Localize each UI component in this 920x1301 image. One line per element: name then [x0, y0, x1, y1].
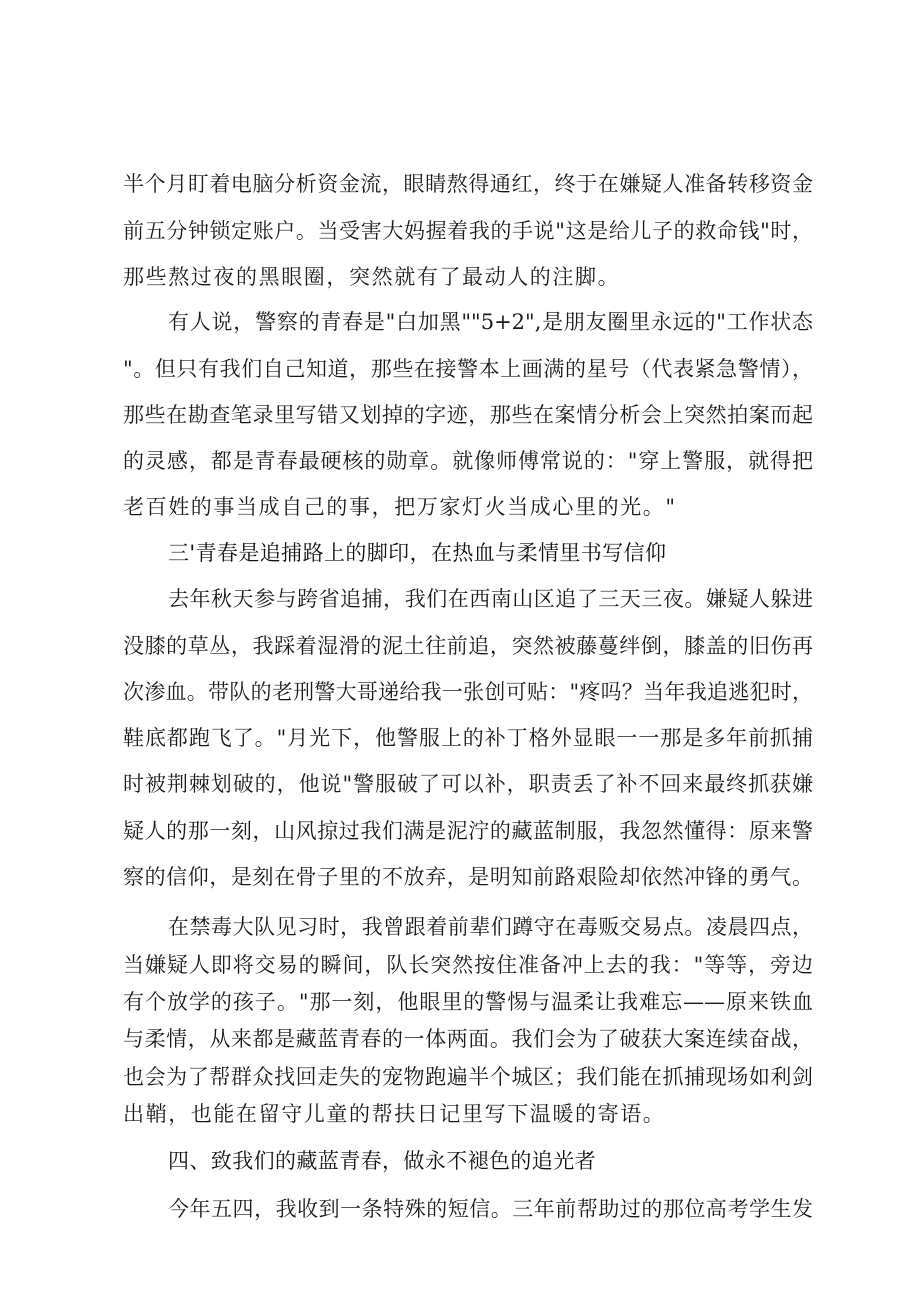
body-text-line: 今年五四，我收到一条特殊的短信。三年前帮助过的那位高考学生发 [168, 1197, 813, 1221]
body-text-line: 与柔情，从来都是藏蓝青春的一体两面。我们会为了破获大案连续奋战， [123, 1027, 813, 1051]
body-text-line: 出鞘，也能在留守儿童的帮扶日记里写下温暖的寄语。 [123, 1102, 666, 1126]
body-text-line: 那些熬过夜的黑眼圈，突然就有了最动人的注脚。 [123, 265, 621, 289]
section-heading: 三'青春是追捕路上的脚印，在热血与柔情里书写信仰 [168, 541, 667, 565]
body-text-line: 也会为了帮群众找回走失的宠物跑遍半个城区；我们能在抓捕现场如利剑 [123, 1065, 813, 1089]
body-text-line: 时被荆棘划破的，他说"警服破了可以补，职责丢了补不回来最终抓获嫌 [123, 772, 813, 796]
body-text-line: 有个放学的孩子。"那一刻，他眼里的警惕与温柔让我难忘——原来铁血 [123, 990, 813, 1014]
body-text-line: 去年秋天参与跨省追捕，我们在西南山区追了三天三夜。嫌疑人躲进 [168, 587, 813, 611]
body-text-line: 有人说，警察的青春是"白加黑""5+2",是朋友圈里永远的"工作状态 [168, 310, 813, 334]
body-text-line: 的灵感，都是青春最硬核的勋章。就像师傅常说的："穿上警服，就得把 [123, 449, 813, 473]
body-text-line: 没膝的草丛，我踩着湿滑的泥土往前追，突然被藤蔓绊倒，膝盖的旧伤再 [123, 634, 813, 658]
body-text-line: 次渗血。带队的老刑警大哥递给我一张创可贴："疼吗？当年我追逃犯时， [123, 680, 813, 704]
body-text-line: 在禁毒大队见习时，我曾跟着前辈们蹲守在毒贩交易点。凌晨四点， [168, 915, 813, 939]
section-heading: 四、致我们的藏蓝青春，做永不褪色的追光者 [168, 1149, 596, 1173]
body-text-line: 老百姓的事当成自己的事，把万家灯火当成心里的光。" [123, 495, 677, 519]
body-text-line: 那些在勘查笔录里写错又划掉的字迹，那些在案情分析会上突然拍案而起 [123, 403, 813, 427]
body-text-line: 鞋底都跑飞了。"月光下，他警服上的补丁格外显眼一一那是多年前抓捕 [123, 726, 813, 750]
body-text-line: 疑人的那一刻，山风掠过我们满是泥泞的藏蓝制服，我忽然懂得：原来警 [123, 819, 813, 843]
body-text-line: "。但只有我们自己知道，那些在接警本上画满的星号（代表紧急警情）， [123, 357, 813, 381]
body-text-line: 当嫌疑人即将交易的瞬间，队长突然按住准备冲上去的我："等等，旁边 [123, 953, 813, 977]
body-text-line: 半个月盯着电脑分析资金流，眼睛熬得通红，终于在嫌疑人准备转移资金 [123, 172, 813, 196]
body-text-line: 前五分钟锁定账户。当受害大妈握着我的手说"这是给儿子的救命钱"时， [123, 219, 813, 243]
body-text-line: 察的信仰，是刻在骨子里的不放弃，是明知前路艰险却依然冲锋的勇气。 [123, 865, 813, 889]
